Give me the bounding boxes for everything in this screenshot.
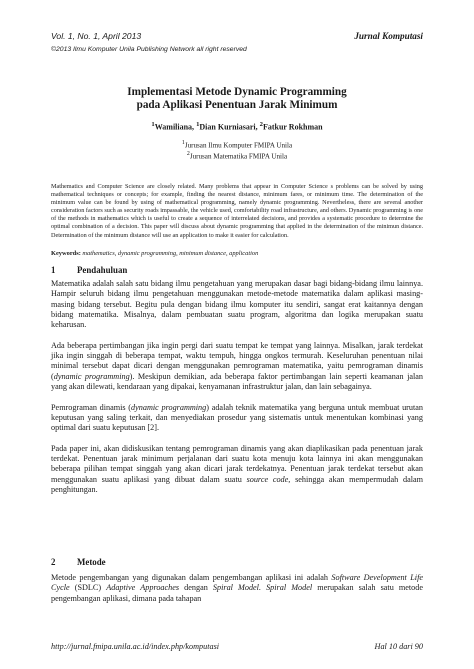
intro-p3-text-a: Pemrograman dinamis (	[51, 402, 132, 412]
title-line-1: Implementasi Metode Dynamic Programming	[127, 86, 347, 98]
author-list	[0, 121, 474, 132]
author-3-affiliation-mark: 2	[259, 121, 263, 128]
section-1-heading	[51, 265, 127, 275]
affiliation-1-mark: 1	[181, 140, 185, 146]
abstract: Mathematics and Computer Science are closely related. Many problems that appear in Computer Science s problems can be solved by using mathematical techniques or concepts; for example, finding the nearest distance, minimum fares, or minimum time. The determination of the minimum value can be found by using of mathematical programming, namely dynamic programming. Nevertheless, there are several another consideration factors such as security roads impassable, the vehicle used, comfortability road infrastructure, and others. Dynamic programming is one of the methods in mathematics which is useful to create a sequence of interrelated decisions, and provides a systematic procedure to determine the optimal combination of a decision. This paper will discuss about dynamic programming that applied in the determination of the minimun distance. Determination of the minimum distance will use an application to make it easier for calculation.	[51, 183, 423, 239]
method-text-d: merupakan salah satu metode pengembangan aplikasi, dimana pada tahapan	[51, 583, 423, 603]
intro-p3-text-b: ) adalah teknik matematika yang berguna untuk membuat urutan keputusan yang saling terkait, dan menyediakan prosedur yang sistematis untuk menentukan kombinasi yang optimal dari suatu keputusan [2].	[51, 402, 423, 433]
introduction-body	[51, 279, 423, 506]
affiliation-1-text: Jurusan Ilmu Komputer FMIPA Unila	[184, 141, 293, 150]
affiliation-1	[0, 139, 474, 150]
method-italic-3: Spiral Model. Spiral Model	[212, 583, 313, 593]
method-italic-1: Software Development Life Cycle	[51, 573, 423, 593]
journal-name: Jurnal Komputasi	[354, 31, 423, 41]
author-2: Dian Kurniasari,	[199, 122, 260, 132]
author-3: Fatkur Rokhman	[262, 122, 323, 132]
title-line-2: pada Aplikasi Penentuan Jarak Minimum	[136, 99, 338, 111]
intro-paragraph-4	[51, 444, 423, 495]
method-text-b: (SDLC)	[69, 583, 107, 593]
paper-title	[0, 86, 474, 112]
author-1: Wamiliana,	[154, 122, 197, 132]
keywords	[51, 250, 423, 257]
intro-p4-text-b: , sehingga akan mempermudah dalam penghitungan.	[51, 474, 423, 494]
section-1-number: 1	[51, 265, 56, 275]
method-text-a: Metode pengembangan yang digunakan dalam pengembangan aplikasi ini adalah	[51, 573, 332, 582]
intro-paragraph-1: Matematika adalah salah satu bidang ilmu pengetahuan yang merupakan dasar bagi bidang-bidang ilmu lainnya. Hampir seluruh bidang ilmu pengetahuan menggunakan metode-metode matematika dalam aplikasi masing-masing bidang tersebut. Begitu pula dengan bidang ilmu komputer itu sendiri, sangat erat kaitannya dengan bidang matematika. Misalnya, dalam pembuatan suatu program, algoritma dan logika merupakan suatu keharusan.	[51, 279, 423, 330]
author-1-affiliation-mark: 1	[151, 121, 155, 128]
intro-p2-italic: dynamic programming	[53, 371, 130, 381]
method-paragraph-1	[51, 573, 423, 604]
method-text-c: dengan	[179, 583, 213, 593]
method-italic-2: Adaptive Approaches	[106, 583, 180, 593]
journal-url-link[interactable]: http://jurnal.fmipa.unila.ac.id/index.php/komputasi	[51, 642, 220, 651]
intro-p4-italic: source code	[246, 474, 289, 484]
intro-p2-text-b: ). Meskipun demikian, ada beberapa faktor pertimbangan lain seperti keamanan jalan yang akan dilewati, kendaraan yang dipakai, kenyamanan infrastruktur jalan, dan lain sebagainya.	[51, 371, 423, 391]
intro-paragraph-3	[51, 403, 423, 434]
copyright-notice: ©2013 Ilmu Komputer Unila Publishing Network all right reserved	[51, 46, 247, 53]
affiliations	[0, 139, 474, 162]
section-2-number: 2	[51, 557, 56, 567]
section-2-title: Metode	[77, 557, 106, 567]
affiliation-2-text: Jurusan Matematika FMIPA Unila	[189, 152, 288, 161]
intro-p2-text-a: Ada beberapa pertimbangan jika ingin pergi dari suatu tempat ke tempat yang lainnya. Misalkan, jarak terdekat jika ingin singgah di beberapa tempat, waktu tempuh, hingga ongkos termurah. Keseluruhan penentuan nilai minimal tersebut dapat dicari dengan menggunakan pemrograman matematika, yaitu pemrograman dinamis (	[51, 340, 423, 381]
intro-paragraph-2	[51, 341, 423, 392]
section-1-title: Pendahuluan	[77, 265, 128, 275]
method-body	[51, 573, 423, 614]
author-2-affiliation-mark: 1	[196, 121, 200, 128]
affiliation-2	[0, 150, 474, 161]
affiliation-2-mark: 2	[186, 151, 190, 158]
keywords-label: Keywords:	[51, 250, 81, 257]
intro-p4-text-a: Pada paper ini, akan didiskusikan tentang pemrograman dinamis yang akan diaplikasikan pada penentuan jarak terdekat. Penentuan jarak minimum perjalanan dari suatu kota menuju kota lainnya ini akan menggunakan beberapa pilihan tempat singgah yang akan dicari jarak terdekatnya. Penentuan jarak terdekat tersebut akan menggunakan suatu aplikasi yang dibuat dalam suatu	[51, 443, 423, 484]
intro-p3-italic: dynamic programming	[131, 402, 207, 412]
keywords-text: mathematics, dynamic programming, minimum distance, application	[80, 250, 259, 257]
volume-info: Vol. 1, No. 1, April 2013	[51, 31, 142, 41]
section-2-heading	[51, 557, 106, 567]
page-number: Hal 10 dari 90	[374, 642, 423, 651]
